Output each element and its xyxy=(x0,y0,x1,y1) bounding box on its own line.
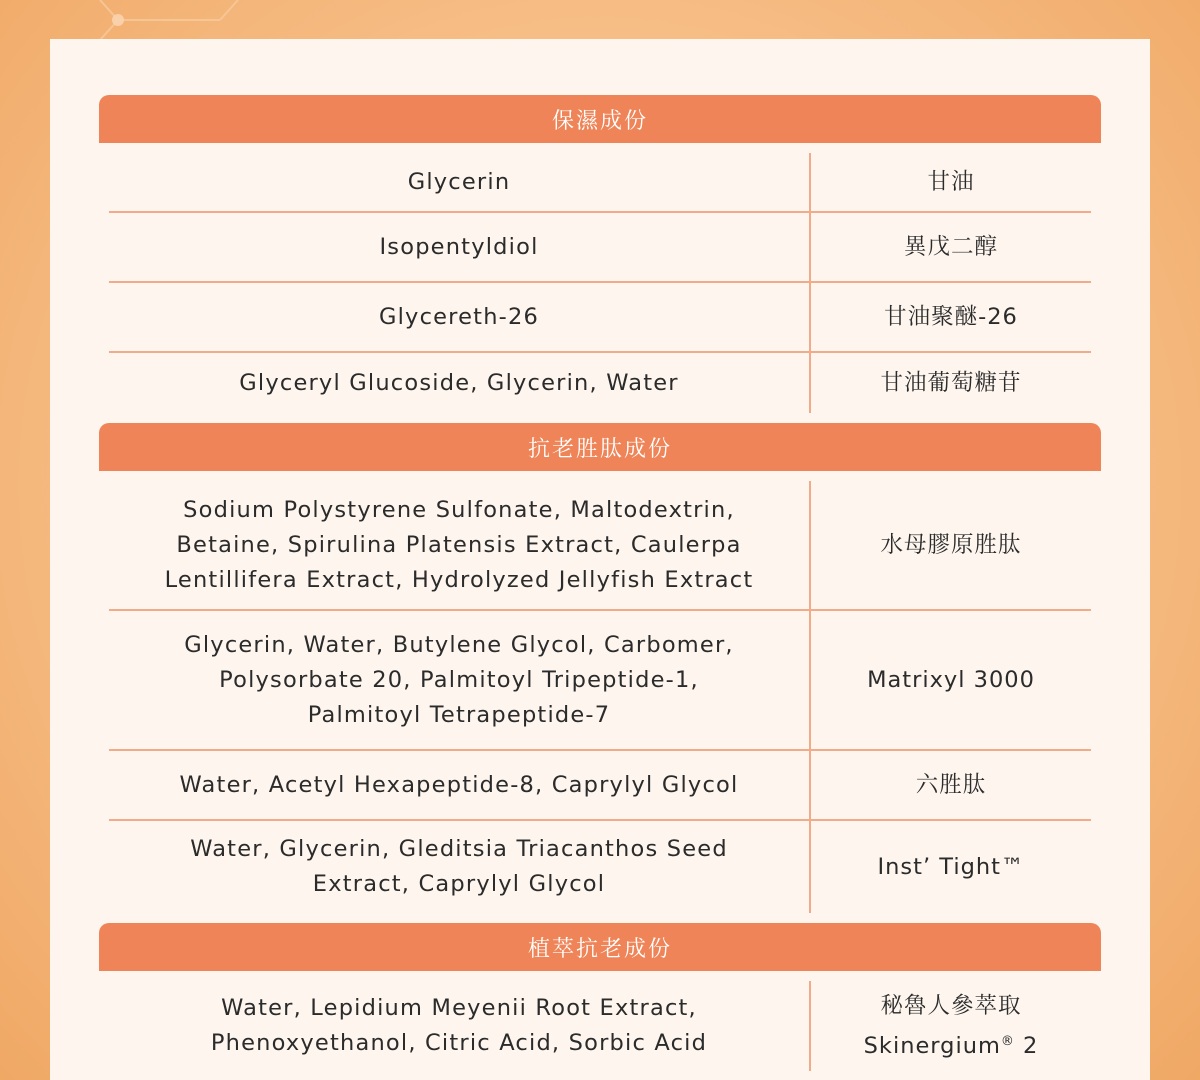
section-moisturizing xyxy=(99,95,1101,423)
chinese-name: Matrixyl 3000 xyxy=(867,666,1035,693)
table-row xyxy=(109,213,1091,283)
section-anti-aging-peptides xyxy=(99,423,1101,923)
english-name-cell xyxy=(109,981,811,1071)
section-title: 植萃抗老成份 xyxy=(527,936,672,962)
chinese-name: 甘油 xyxy=(927,168,975,195)
section-header xyxy=(99,923,1101,971)
english-name: Water, Acetyl Hexapeptide-8, Caprylyl Glycol xyxy=(179,771,739,798)
english-name-line: Extract, Caprylyl Glycol xyxy=(312,871,606,897)
chinese-name-cell xyxy=(811,751,1091,819)
content-panel xyxy=(50,39,1150,1080)
english-name-line: Sodium Polystyrene Sulfonate, Maltodextrin, xyxy=(183,496,735,523)
table-row xyxy=(109,283,1091,353)
section-header xyxy=(99,95,1101,143)
chinese-name-cell xyxy=(811,481,1091,609)
english-name: Glyceryl Glucoside, Glycerin, Water xyxy=(239,369,679,396)
english-name: Glycereth-26 xyxy=(378,303,540,330)
chinese-name-line xyxy=(864,1024,1039,1064)
chinese-name-cell xyxy=(811,821,1091,913)
section-botanical-anti-aging xyxy=(99,923,1101,1080)
english-name-cell xyxy=(109,481,811,609)
chinese-name-cell xyxy=(811,353,1091,413)
section-title: 抗老胜肽成份 xyxy=(527,436,672,462)
table-row xyxy=(109,821,1091,913)
chinese-name-cell xyxy=(811,283,1091,351)
english-name-line: Polysorbate 20, Palmitoyl Tripeptide-1, xyxy=(219,666,699,693)
chinese-name: 甘油葡萄糖苷 xyxy=(880,369,1022,396)
chinese-name: 秘魯人參萃取 xyxy=(880,992,1022,1019)
chinese-name-cell xyxy=(811,981,1091,1071)
english-name-cell xyxy=(109,283,811,351)
table-row xyxy=(109,481,1091,611)
chinese-name-cell xyxy=(811,213,1091,281)
table-row xyxy=(109,751,1091,821)
english-name: Glycerin xyxy=(407,168,511,195)
section-title: 保濕成份 xyxy=(551,108,648,134)
english-name: Isopentyldiol xyxy=(379,233,539,260)
english-name-cell xyxy=(109,213,811,281)
english-name-line: Water, Glycerin, Gleditsia Triacanthos Seed xyxy=(190,836,728,862)
english-name-line: Betaine, Spirulina Platensis Extract, Caulerpa xyxy=(176,531,742,558)
chinese-name: 六胜肽 xyxy=(915,771,987,798)
ingredient-table xyxy=(99,95,1101,1080)
english-name-cell xyxy=(109,611,811,749)
registered-mark: ® xyxy=(1000,1033,1015,1049)
english-name-line: Glycerin, Water, Butylene Glycol, Carbomer, xyxy=(184,631,734,658)
table-row xyxy=(109,353,1091,413)
section-header xyxy=(99,423,1101,471)
english-name-line: Phenoxyethanol, Citric Acid, Sorbic Acid xyxy=(210,1030,708,1056)
english-name-line: Palmitoyl Tetrapeptide-7 xyxy=(307,701,611,728)
english-name-line: Water, Lepidium Meyenii Root Extract, xyxy=(221,995,697,1021)
english-name-cell xyxy=(109,751,811,819)
chinese-name: Inst’ Tight™ xyxy=(877,853,1025,880)
chinese-name-cell xyxy=(811,611,1091,749)
english-name-cell xyxy=(109,821,811,913)
chinese-name: 甘油聚醚-26 xyxy=(884,303,1018,330)
table-row xyxy=(109,981,1091,1071)
english-name-cell xyxy=(109,153,811,211)
chinese-name: 異戊二醇 xyxy=(903,233,998,260)
table-row xyxy=(109,611,1091,751)
chinese-name-cell xyxy=(811,153,1091,211)
trademark-suffix: 2 xyxy=(1014,1032,1039,1059)
english-name-line: Lentillifera Extract, Hydrolyzed Jellyfish Extract xyxy=(164,566,754,593)
chinese-name: 水母膠原胜肽 xyxy=(880,531,1022,558)
english-name-cell xyxy=(109,353,811,413)
hexagon-pattern-decoration xyxy=(0,0,260,40)
table-row xyxy=(109,153,1091,213)
trademark-name: Skinergium xyxy=(863,1032,1001,1059)
